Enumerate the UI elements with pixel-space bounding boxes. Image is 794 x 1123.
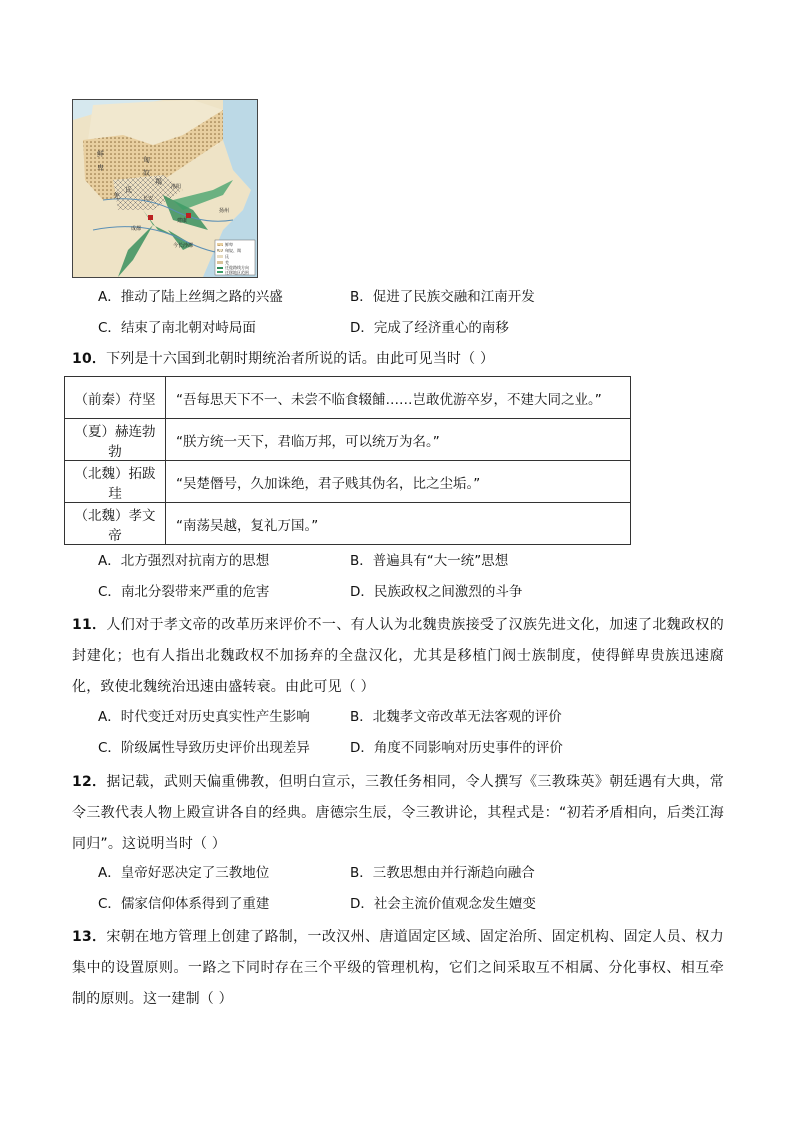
q12-option-b[interactable]: B．三教思想由并行渐趋向融合 — [350, 865, 535, 881]
map-label: 匈 — [143, 157, 150, 164]
question-10 — [72, 344, 724, 375]
map-label: 长安 — [143, 196, 154, 202]
quote-cell: “南荡吴越，复礼万国。” — [166, 503, 631, 545]
legend-label: 氐 — [225, 254, 229, 259]
map-label: 卑 — [97, 165, 104, 172]
map-label: 洛阳 — [171, 184, 182, 190]
q12-option-c[interactable]: C．儒家信仰体系得到了重建 — [98, 896, 270, 912]
q10-option-c[interactable]: C．南北分裂带来严重的危害 — [98, 584, 270, 600]
ruler-cell: （北魏）孝文帝 — [65, 503, 166, 545]
question-number: 11． — [72, 617, 107, 633]
ruler-cell: （前秦）苻坚 — [65, 377, 166, 419]
ruler-cell: （北魏）拓跋珪 — [65, 461, 166, 503]
question-stem: 宋朝在地方管理上创建了路制，一改汉州、唐道固定区域、固定治所、固定机构、固定人员、权力集中的设置原则。一路之下同时存在三个平级的管理机构，它们之间采取互不相属、分化事权、相互牵制的原则。这一建制（ ） — [72, 929, 724, 1007]
quote-cell: “吴楚僭号，久加诛绝，君子贱其伪名，比之尘垢。” — [166, 461, 631, 503]
question-11 — [72, 610, 724, 703]
migration-map — [72, 99, 258, 278]
q12-option-a[interactable]: A．皇帝好恶决定了三教地位 — [98, 865, 270, 881]
legend-label: 匈奴、羯 — [225, 248, 241, 253]
map-label: 羯 — [155, 179, 162, 186]
map-label: 鲜 — [97, 151, 104, 158]
q9-option-b[interactable]: B．促进了民族交融和江南开发 — [350, 289, 535, 305]
table-row — [65, 503, 631, 545]
question-stem: 下列是十六国到北朝时期统治者所说的话。由此可见当时（ ） — [106, 351, 495, 367]
q10-option-a[interactable]: A．北方强烈对抗南方的思想 — [98, 553, 270, 569]
map-label: 奴 — [143, 170, 150, 177]
map-label: 成都 — [131, 226, 142, 232]
quote-cell: “吾每思天下不一、未尝不临食辍餔……岂敢优游卒岁，不建大同之业。” — [166, 377, 631, 419]
map-label: 扬州 — [219, 208, 230, 214]
q10-option-d[interactable]: D．民族政权之间激烈的斗争 — [350, 584, 523, 600]
map-graphic — [73, 100, 257, 277]
q9-option-d[interactable]: D．完成了经济重心的南移 — [350, 320, 509, 336]
map-label: 氐 — [125, 187, 132, 194]
map-label: 建康 — [177, 218, 188, 224]
quote-cell: “朕方统一天下，君临万邦，可以统万为名。” — [166, 419, 631, 461]
q12-option-d[interactable]: D．社会主流价值观念发生嬗变 — [350, 896, 536, 912]
table-row — [65, 461, 631, 503]
table-row — [65, 377, 631, 419]
q10-options-row-2 — [98, 581, 738, 603]
question-number: 10． — [72, 351, 107, 367]
q11-option-a[interactable]: A．时代变迁对历史真实性产生影响 — [98, 709, 310, 725]
ruler-cell: （夏）赫连勃勃 — [65, 419, 166, 461]
q11-option-d[interactable]: D．角度不同影响对历史事件的评价 — [350, 740, 563, 756]
map-label: 羌 — [113, 193, 120, 200]
q10-options-row-1 — [98, 550, 738, 572]
legend-label: 羌 — [225, 260, 229, 265]
question-12 — [72, 767, 724, 860]
q9-option-c[interactable]: C．结束了南北朝对峙局面 — [98, 320, 256, 336]
q12-options-row-2 — [98, 893, 738, 915]
map-label: 今长沙郡 — [173, 243, 194, 249]
q11-option-c[interactable]: C．阶级属性导致历史评价出现差异 — [98, 740, 310, 756]
quotes-table — [64, 376, 631, 545]
q11-options-row-1 — [98, 706, 738, 728]
q9-option-a[interactable]: A．推动了陆上丝绸之路的兴盛 — [98, 289, 283, 305]
legend-label: 鲜卑 — [225, 242, 233, 247]
q9-options-row-2 — [98, 317, 738, 339]
q11-option-b[interactable]: B．北魏孝文帝改革无法客观的评价 — [350, 709, 562, 725]
q11-options-row-2 — [98, 737, 738, 759]
question-number: 12． — [72, 774, 107, 790]
legend-label: 迁移地区范围 — [225, 270, 249, 275]
q10-option-b[interactable]: B．普遍具有“大一统”思想 — [350, 553, 509, 569]
table-row — [65, 419, 631, 461]
question-number: 13． — [72, 929, 107, 945]
q9-options-row-1 — [98, 286, 738, 308]
question-stem: 人们对于孝文帝的改革历来评价不一、有人认为北魏贵族接受了汉族先进文化，加速了北魏政权的封建化；也有人指出北魏政权不加扬弃的全盘汉化，尤其是移植门阀士族制度，使得鲜卑贵族迅速腐化，致使北魏统治迅速由盛转衰。由此可见（ ） — [72, 617, 724, 695]
question-stem: 据记载，武则天偏重佛教，但明白宣示，三教任务相同，令人撰写《三教珠英》朝廷遇有大典，常令三教代表人物上殿宣讲各自的经典。唐德宗生辰，令三教讲论，其程式是：“初若矛盾相向，后类江海同归”。这说明当时（ ） — [72, 774, 724, 852]
q12-options-row-1 — [98, 862, 738, 884]
legend-label: 迁徙路线方向 — [225, 265, 249, 270]
question-13 — [72, 922, 724, 1015]
